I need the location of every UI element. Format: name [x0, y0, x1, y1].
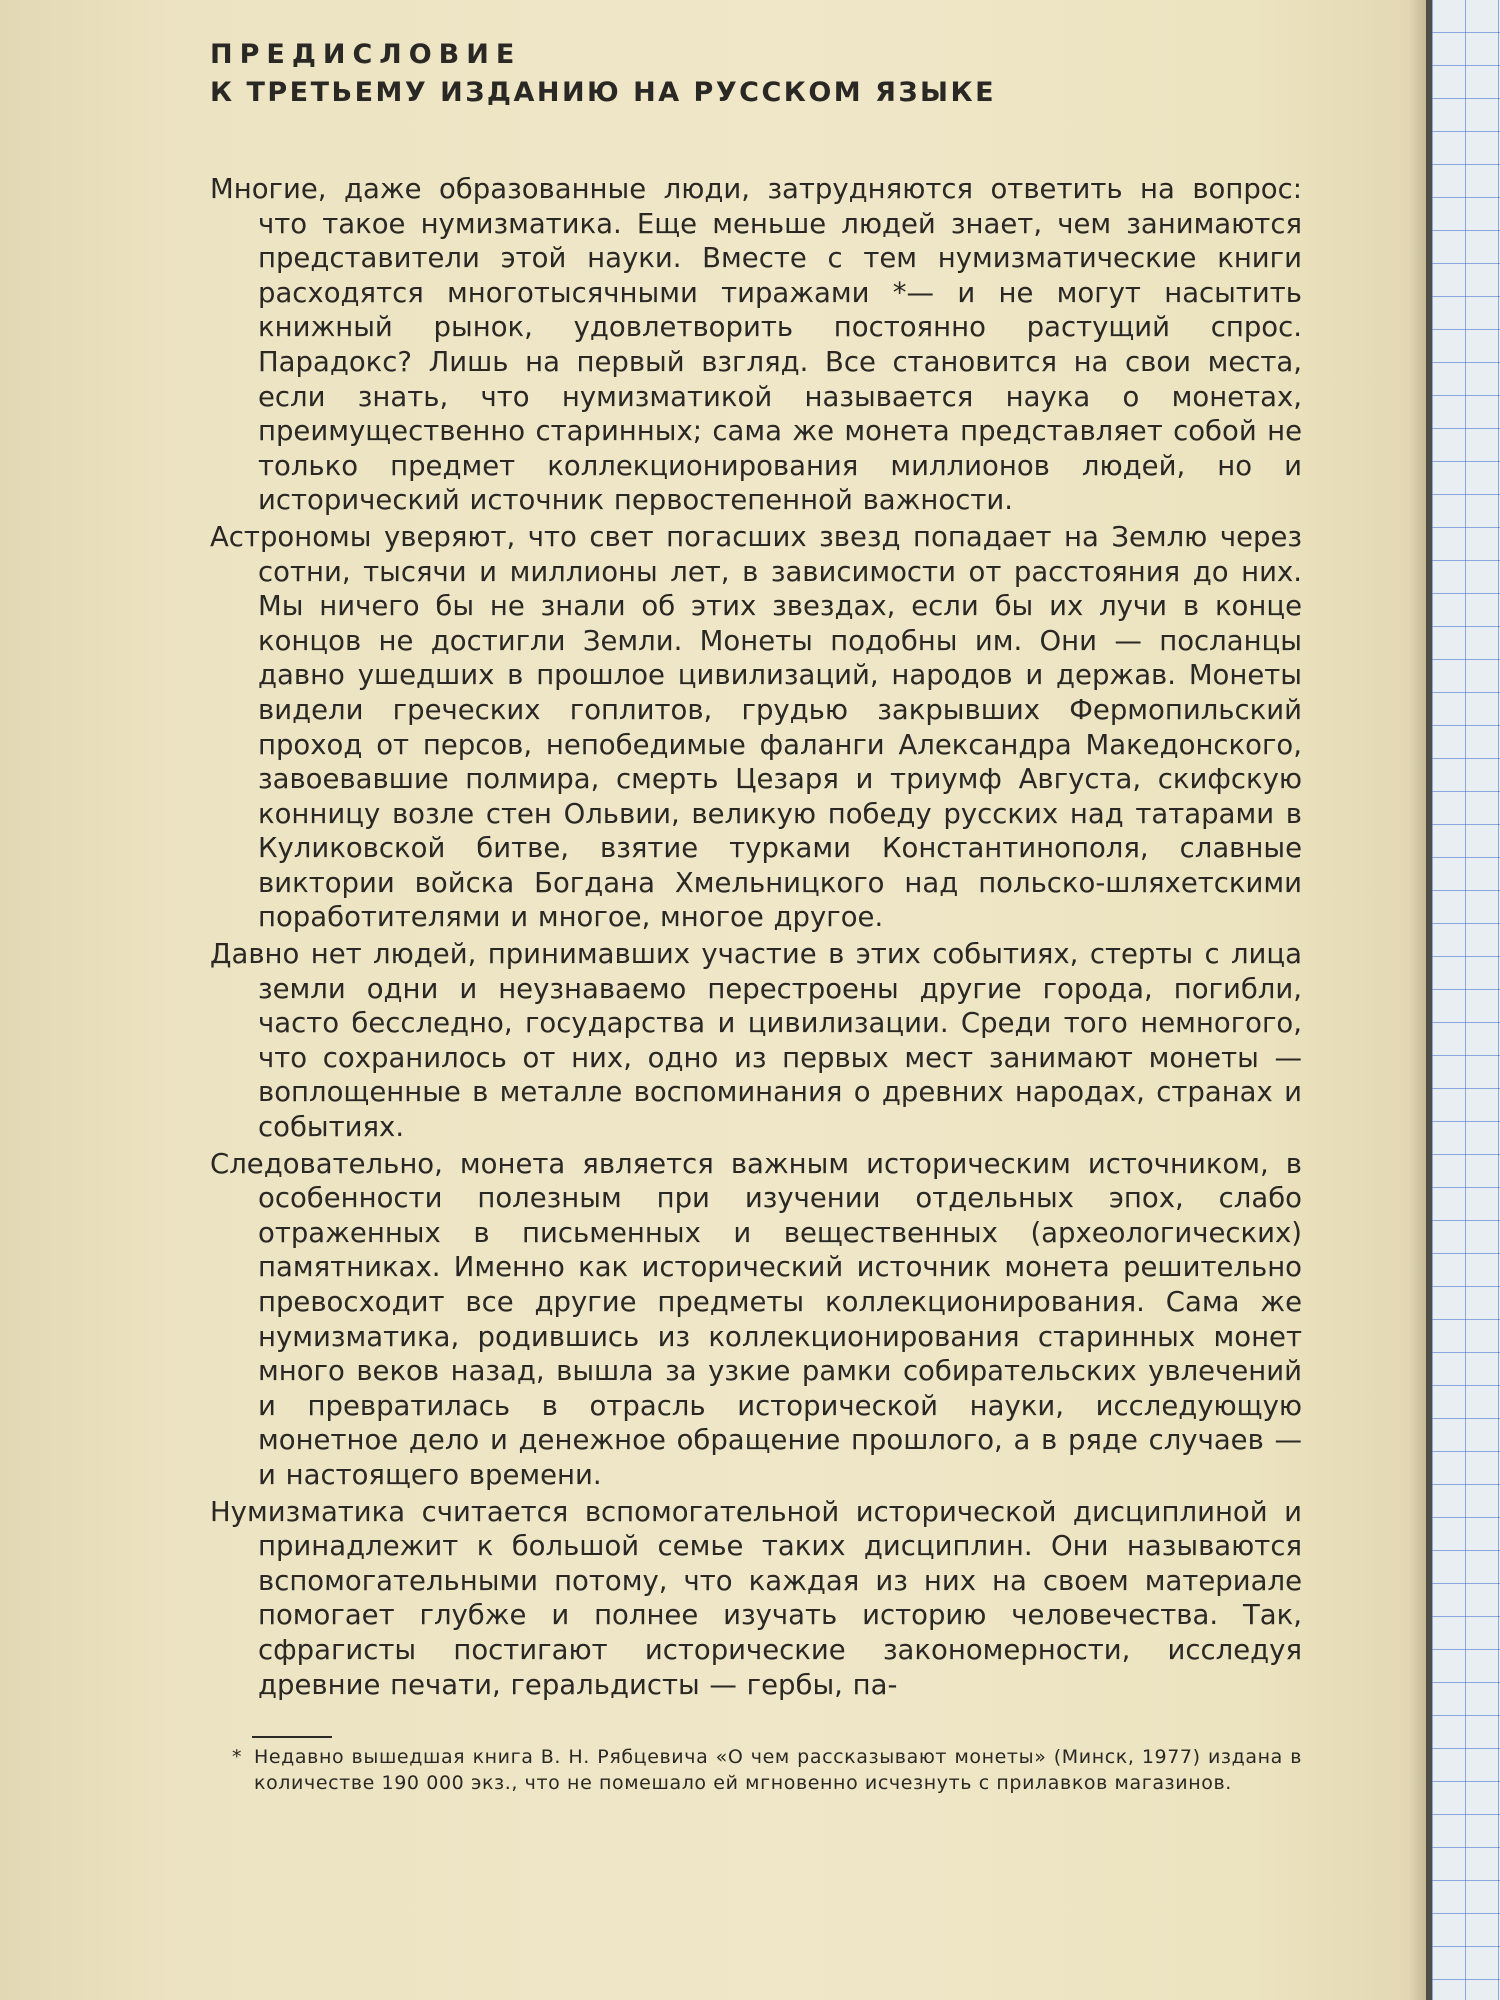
footnote-divider	[252, 1736, 332, 1738]
body-text	[210, 172, 1302, 1702]
paragraph-5: Нумизматика считается вспомогательной исторической дисциплиной и принадлежит к большой семье таких дисциплин. Они называются вспомогательными потому, что каждая из них на своем материале помогает глубже и полнее изучать историю человечества. Так, сфрагисты постигают исторические закономерности, исследуя древние печати, геральдисты — гербы, па-	[210, 1495, 1302, 1701]
paragraph-3: Давно нет людей, принимавших участие в этих событиях, стерты с лица земли одни и неузнаваемо перестроены другие города, погибли, часто бесследно, государства и цивилизации. Среди того немногого, что сохранилось от них, одно из первых мест занимают монеты — воплощенные в металле воспоминания о древних народах, странах и событиях.	[210, 938, 1302, 1144]
paragraph-2: Астрономы уверяют, что свет погасших звезд попадает на Землю через сотни, тысячи и миллионы лет, в зависимости от расстояния до них. Мы ничего бы не знали об этих звездах, если бы их лучи в конце концов не достигли Земли. Монеты подобны им. Они — посланцы давно ушедших в прошлое цивилизаций, народов и держав. Монеты видели греческих гоплитов, грудью закрывших Фермопильский проход от персов, непобедимые фаланги Александра Македонского, завоевавшие полмира, смерть Цезаря и триумф Августа, скифскую конницу возле стен Ольвии, великую победу русских над татарами в Куликовской битве, взятие турками Константинополя, славные виктории войска Богдана Хмельницкого над польско-шляхетскими поработителями и многое, многое другое.	[210, 520, 1302, 934]
page-subtitle: К ТРЕТЬЕМУ ИЗДАНИЮ НА РУССКОМ ЯЗЫКЕ	[210, 77, 997, 108]
graph-paper-background	[1432, 0, 1500, 2000]
paragraph-4: Следовательно, монета является важным историческим источником, в особенности полезным при изучении отдельных эпох, слабо отраженных в письменных и вещественных (археологических) памятниках. Именно как исторический источник монета решительно превосходит все другие предметы коллекционирования. Сама же нумизматика, родившись из коллекционирования старинных монет много веков назад, вышла за узкие рамки собирательских увлечений и превратилась в отрасль исторической науки, исследующую монетное дело и денежное обращение прошлого, а в ряде случаев — и настоящего времени.	[210, 1147, 1302, 1491]
page-content	[210, 36, 1302, 1796]
footnote-marker: *	[232, 1746, 243, 1769]
paragraph-1: Многие, даже образованные люди, затрудняются ответить на вопрос: что такое нумизматика. Еще меньше людей знает, чем занимаются представители этой науки. Вместе с тем нумизматические книги расходятся многотысячными тиражами *— и не могут насытить книжный рынок, удовлетворить постоянно растущий спрос. Парадокс? Лишь на первый взгляд. Все становится на свои места, если знать, что нумизматикой называется наука о монетах, преимущественно старинных; сама же монета представляет собой не только предмет коллекционирования миллионов людей, но и исторический источник первостепенной важности.	[210, 173, 1302, 517]
footnote-text: Недавно вышедшая книга В. Н. Рябцевича «О чем рассказывают монеты» (Минск, 1977) издана в количестве 190 000 экз., что не помешало ей мгновенно исчезнуть с прилавков магазинов.	[254, 1746, 1302, 1795]
footnote	[232, 1744, 1302, 1796]
page-title: ПРЕДИСЛОВИЕ	[210, 39, 522, 70]
